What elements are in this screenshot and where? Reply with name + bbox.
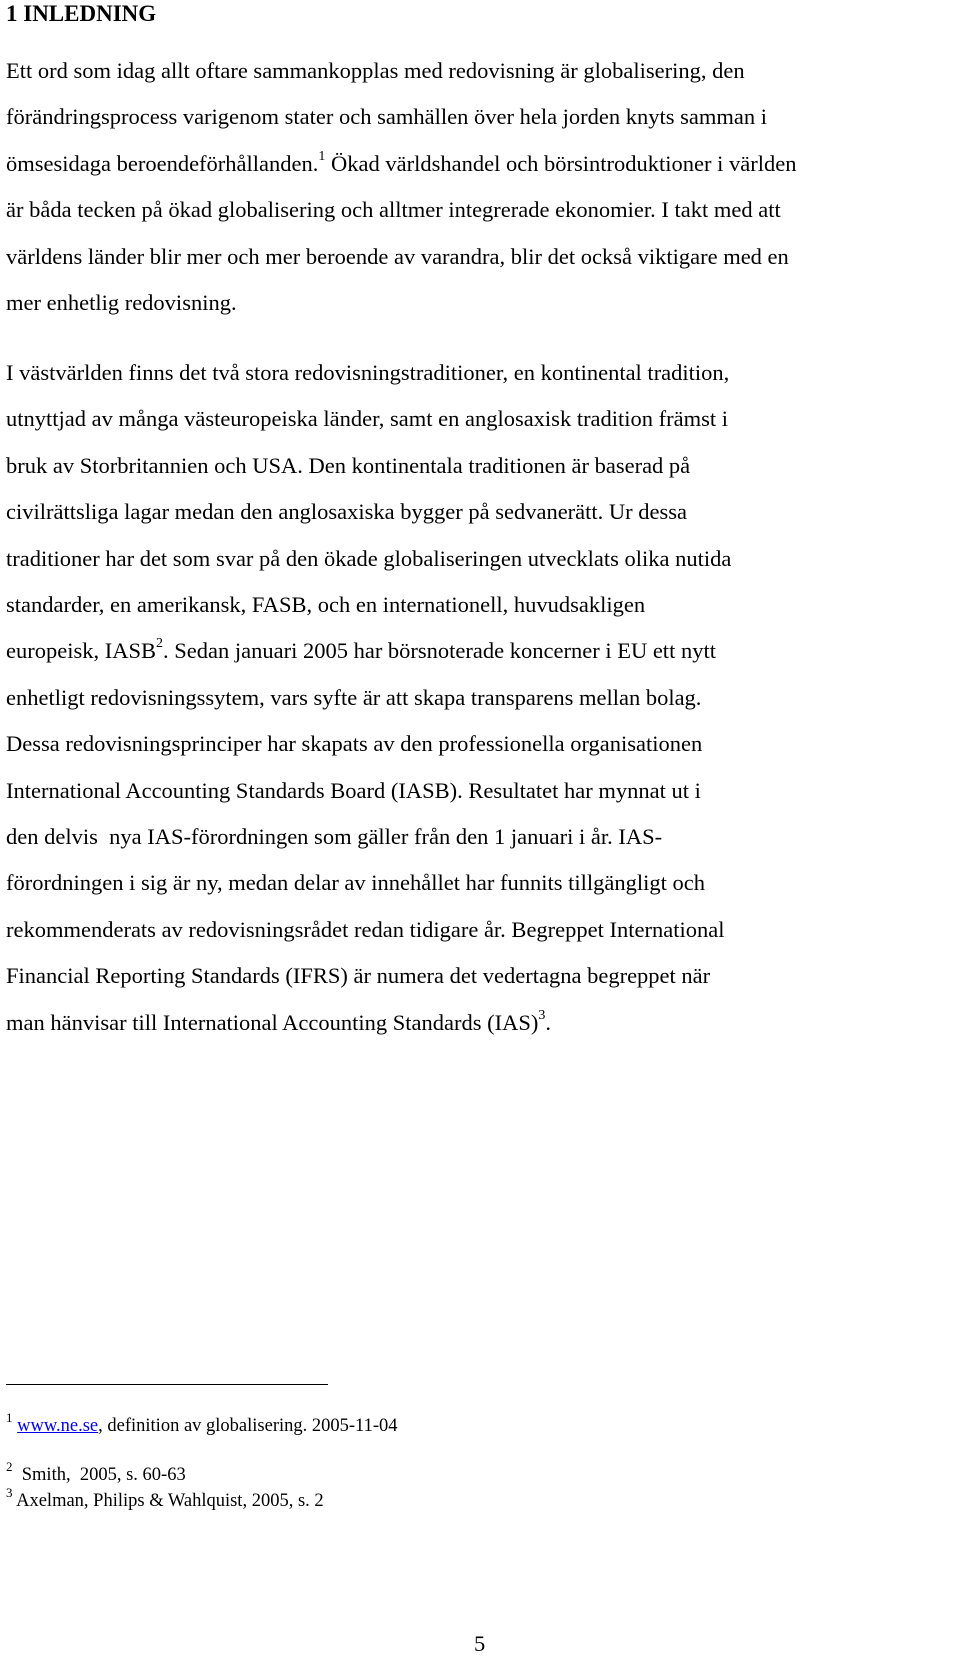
footnote-text: , definition av globalisering. 2005-11-04 [98, 1416, 398, 1436]
paragraph-line [6, 628, 946, 674]
footnote-separator [6, 1384, 328, 1385]
section-heading: 1 INLEDNING [6, 1, 157, 26]
paragraph-line [6, 907, 946, 953]
footnote-text: Axelman, Philips & Wahlquist, 2005, s. 2 [12, 1491, 324, 1511]
footnote-link[interactable]: www.ne.se [17, 1416, 99, 1436]
line-text: man hänvisar till International Accounting Standards (IAS) [6, 1009, 539, 1035]
line-text: Financial Reporting Standards (IFRS) är numera det vedertagna begreppet när [6, 963, 711, 989]
paragraph-line [6, 675, 946, 721]
paragraph-line [6, 860, 946, 906]
intro-paragraph [6, 48, 946, 326]
paragraph-line [6, 953, 946, 999]
page-number: 5 [474, 1631, 486, 1656]
footnote-2 [6, 1459, 186, 1487]
footnote-marker: 1 [6, 1410, 13, 1425]
line-text: International Accounting Standards Board (IASB). Resultatet har mynnat ut i [6, 777, 701, 803]
paragraph-line [6, 94, 946, 140]
paragraph-line [6, 1000, 946, 1046]
footnote-marker: 3 [6, 1485, 13, 1500]
line-text: bruk av Storbritannien och USA. Den kontinentala traditionen är baserad på [6, 452, 691, 478]
paragraph-line [6, 280, 946, 326]
footnote-text: Smith, 2005, s. 60-63 [12, 1465, 186, 1485]
footnote-3 [6, 1485, 324, 1513]
line-text: Dessa redovisningsprinciper har skapats av den professionella organisationen [6, 731, 703, 757]
line-text: rekommenderats av redovisningsrådet redan tidigare år. Begreppet International [6, 916, 725, 942]
paragraph-line [6, 48, 946, 94]
line-text: traditioner har det som svar på den ökade globaliseringen utvecklats olika nutida [6, 545, 732, 571]
paragraph-line [6, 187, 946, 233]
line-text: utnyttjad av många västeuropeiska länder, samt en anglosaxisk tradition främst i [6, 406, 729, 432]
line-text: civilrättsliga lagar medan den anglosaxiska bygger på sedvanerätt. Ur dessa [6, 499, 688, 525]
line-text: . [545, 1009, 552, 1035]
line-text: enhetligt redovisningssytem, vars syfte är att skapa transparens mellan bolag. [6, 684, 702, 710]
paragraph-line [6, 768, 946, 814]
line-text: världens länder blir mer och mer beroende av varandra, blir det också viktigare med en [6, 243, 789, 269]
footnote-marker: 2 [6, 1459, 13, 1474]
line-text: är båda tecken på ökad globalisering och alltmer integrerade ekonomier. I takt med att [6, 197, 781, 223]
paragraph-line [6, 443, 946, 489]
line-text: I västvärlden finns det två stora redovisningstraditioner, en kontinental tradition, [6, 360, 730, 385]
line-text: europeisk, IASB [6, 638, 156, 664]
footnote-reference-3[interactable]: 3 [538, 1007, 546, 1023]
traditions-paragraph [6, 350, 946, 1046]
line-text: mer enhetlig redovisning. [6, 290, 237, 316]
paragraph-line [6, 536, 946, 582]
paragraph-line [6, 582, 946, 628]
paragraph-line [6, 489, 946, 535]
paragraph-line [6, 396, 946, 442]
paragraph-line [6, 350, 946, 396]
paragraph-line [6, 234, 946, 280]
paragraph-line [6, 721, 946, 767]
paragraph-line [6, 814, 946, 860]
line-text: Ett ord som idag allt oftare sammankopplas med redovisning är globalisering, den [6, 58, 745, 83]
line-text: förordningen i sig är ny, medan delar av innehållet har funnits tillgängligt och [6, 870, 705, 896]
line-text: standarder, en amerikansk, FASB, och en internationell, huvudsakligen [6, 592, 646, 618]
paragraph-line [6, 141, 946, 187]
line-text: ömsesidaga beroendeförhållanden. [6, 150, 319, 176]
line-text: förändringsprocess varigenom stater och samhällen över hela jorden knyts samman i [6, 104, 768, 130]
line-text: . Sedan januari 2005 har börsnoterade koncerner i EU ett nytt [163, 638, 716, 664]
footnote-reference-2[interactable]: 2 [156, 636, 163, 652]
footnote-1 [6, 1410, 398, 1438]
line-text: den delvis nya IAS-förordningen som gäller från den 1 januari i år. IAS- [6, 824, 663, 850]
line-text: Ökad världshandel och börsintroduktioner i världen [325, 150, 797, 176]
footnote-reference-1[interactable]: 1 [318, 148, 326, 164]
